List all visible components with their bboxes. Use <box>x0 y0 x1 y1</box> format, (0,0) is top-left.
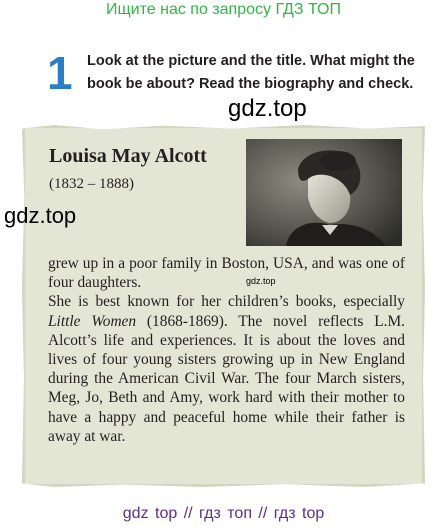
task-instruction: Look at the picture and the title. What might the book be about? Read the biography and check. <box>87 53 415 92</box>
watermark-small: gdz.top <box>246 276 276 286</box>
watermark-large: gdz.top <box>228 95 307 122</box>
woman-portrait-photo <box>246 139 402 246</box>
footer-text: gdz top // гдз топ // гдз top <box>122 505 325 522</box>
paragraph-2-body: (1868-1869). The novel reflects L.M. Alcott’s life and experiences. It is about the loves and lives of four young sisters growing up in New England during the American Civil War. The four March sisters, Meg, Jo, Beth and Amy, work hard with their mother to have a happy and peaceful home while their father is away at war. <box>48 312 406 445</box>
biography-paragraph-2 <box>48 292 405 446</box>
biography-name: Louisa May Alcott <box>49 145 207 167</box>
book-title: Little Women <box>48 312 137 330</box>
biography-dates: (1832 – 1888) <box>49 176 134 192</box>
paragraph-2-intro: She is best known for her children’s books, especially <box>48 293 405 311</box>
biography-paragraph-1: grew up in a poor family in Boston, USA, and was one of four daughters. <box>48 255 405 292</box>
top-banner-text: Ищите нас по запросу ГДЗ ТОП <box>106 1 341 18</box>
watermark-side: gdz.top <box>4 203 77 228</box>
task-number: 1 <box>47 47 73 99</box>
portrait-image <box>246 139 402 246</box>
biography-text <box>48 254 405 446</box>
